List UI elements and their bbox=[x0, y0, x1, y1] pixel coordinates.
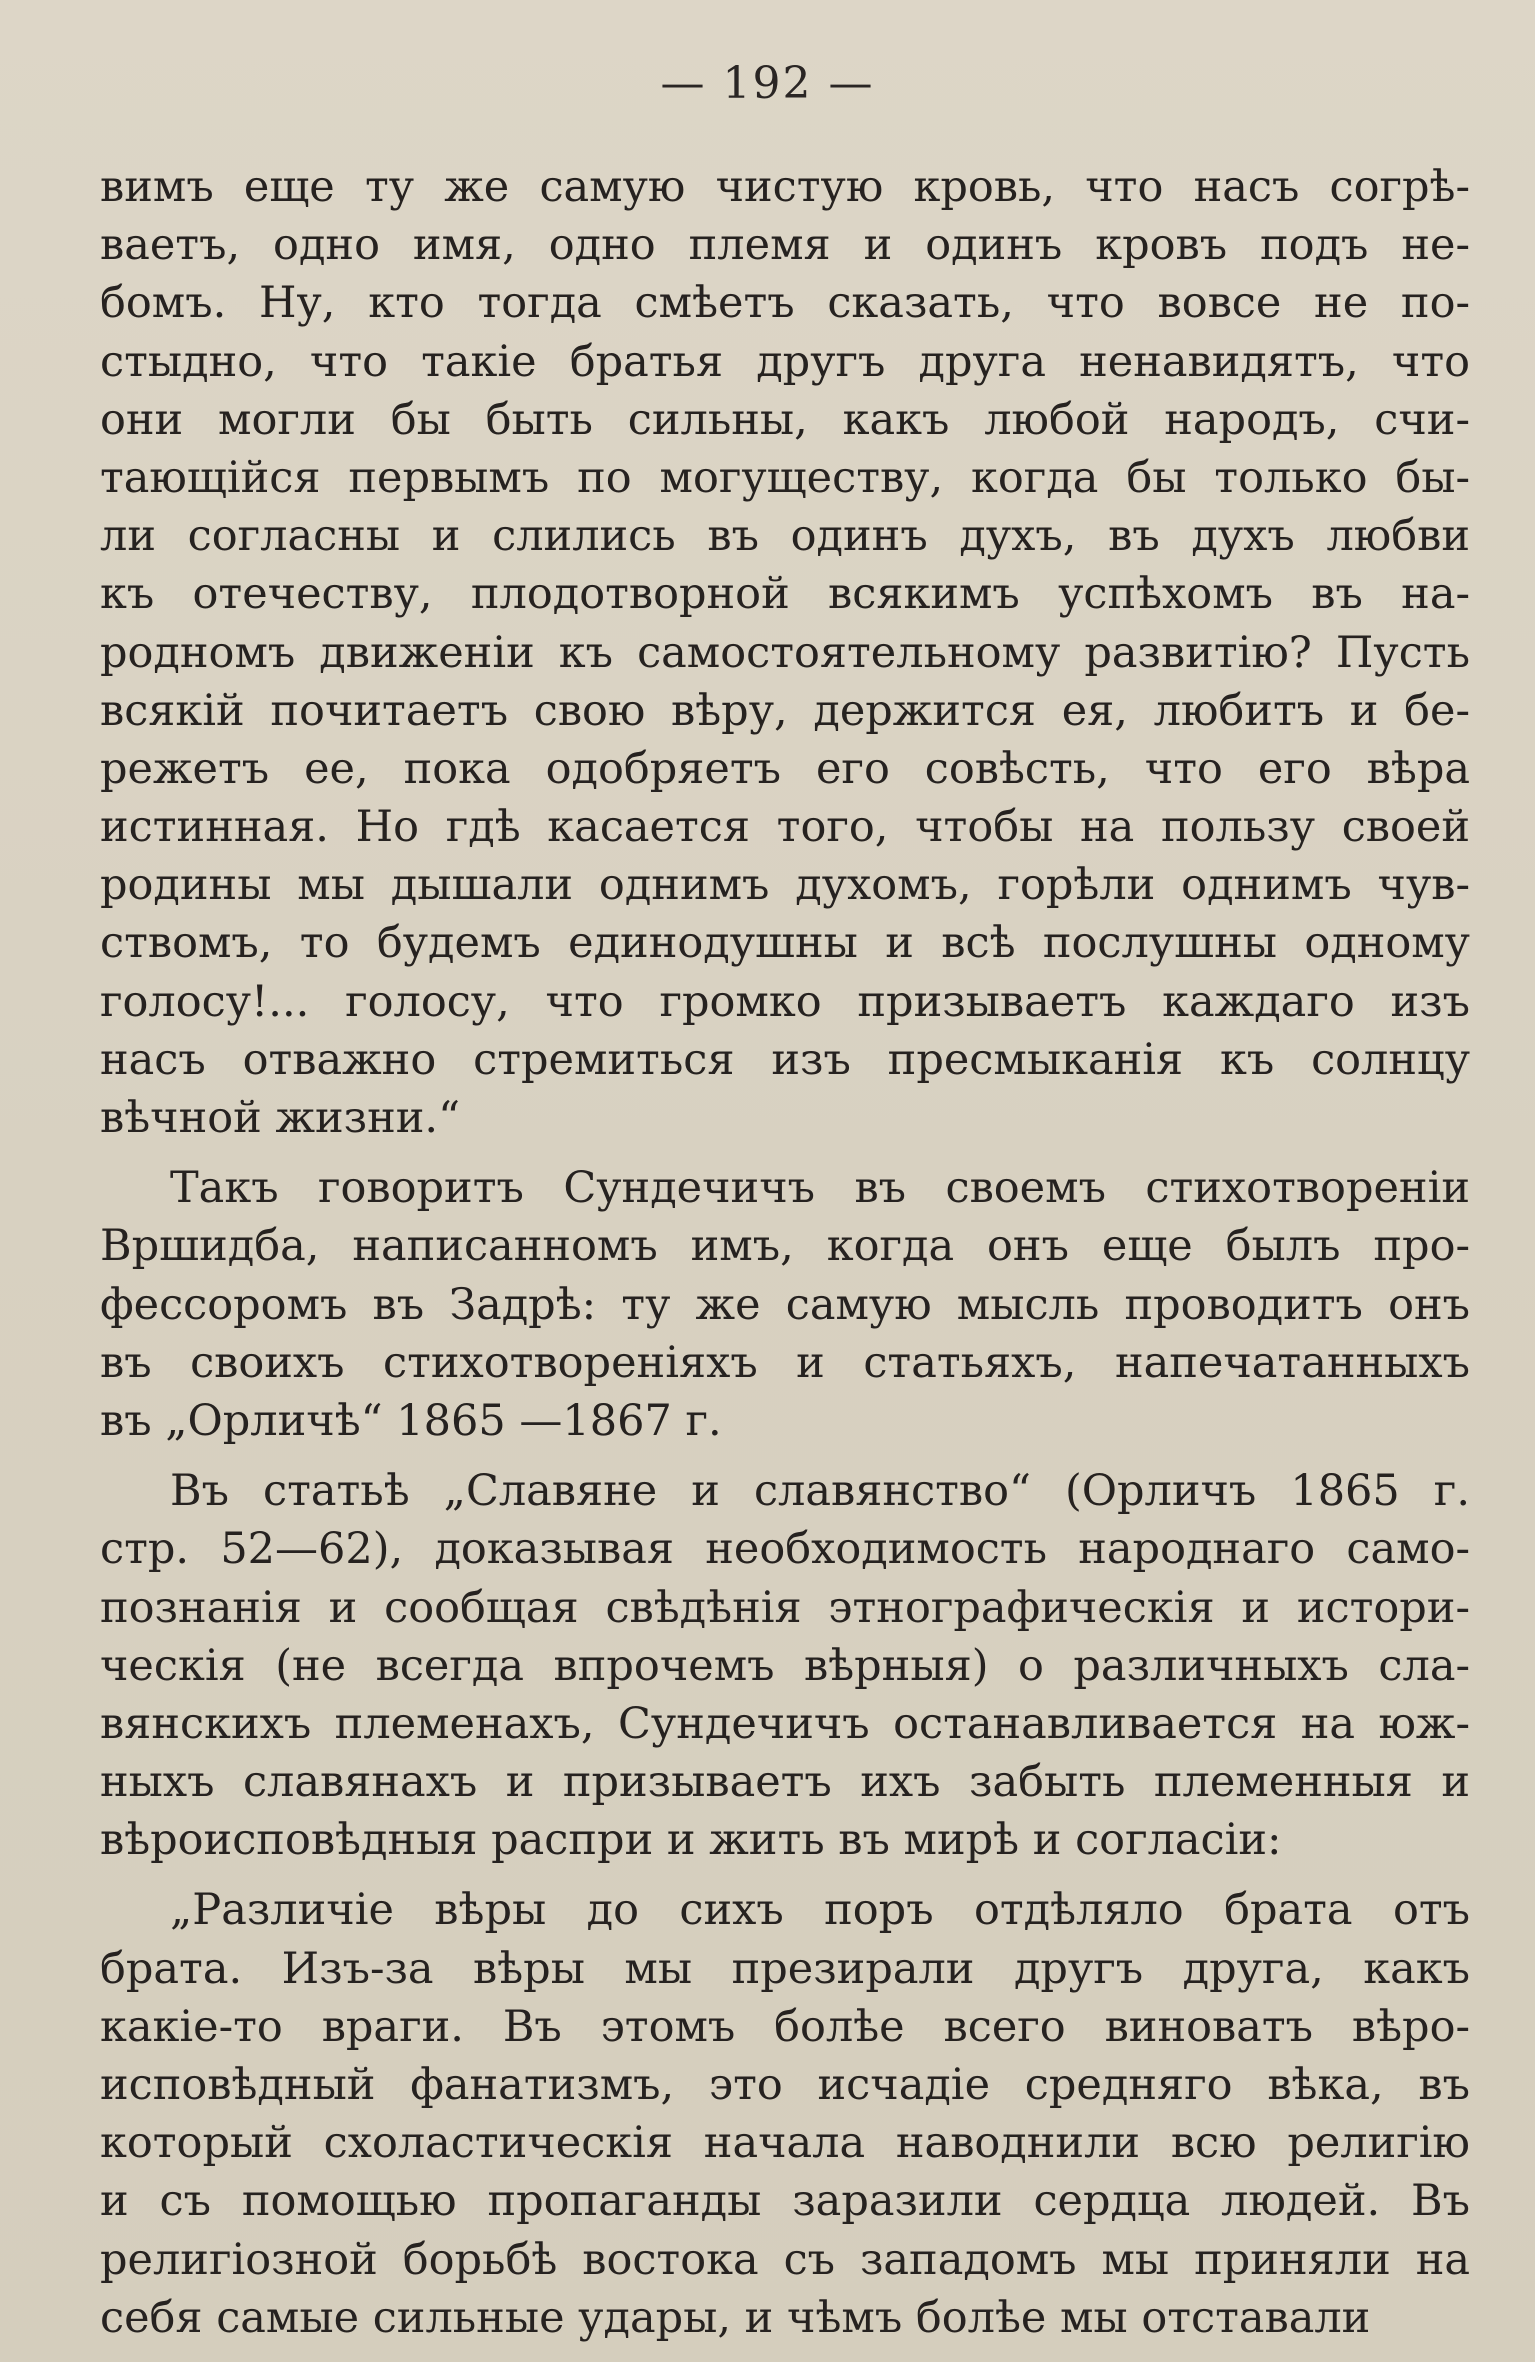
page-number: — 192 — bbox=[660, 58, 875, 109]
text-line: вянскихъ племенахъ, Сундечичъ останавливается на юж- bbox=[100, 1698, 1470, 1749]
text-line: брата. Изъ-за вѣры мы презирали другъ друга, какъ bbox=[100, 1943, 1470, 1994]
text-line: религіозной борьбѣ востока съ западомъ мы приняли на bbox=[100, 2234, 1470, 2285]
text-line: истинная. Но гдѣ касается того, чтобы на пользу своей bbox=[100, 802, 1470, 853]
paragraph-gap bbox=[100, 1147, 1470, 1159]
text-line: Въ статьѣ „Славяне и славянство“ (Орличъ 1865 г. bbox=[170, 1466, 1470, 1517]
paragraph-gap bbox=[100, 1450, 1470, 1462]
text-line: который схоластическія начала наводнили всю религію bbox=[100, 2118, 1470, 2169]
text-line: они могли бы быть сильны, какъ любой народъ, счи- bbox=[100, 394, 1470, 445]
text-line: голосу!... голосу, что громко призываетъ каждаго изъ bbox=[100, 976, 1470, 1027]
text-line: Вршидба, написанномъ имъ, когда онъ еще былъ про- bbox=[100, 1221, 1470, 1272]
text-line: всякій почитаетъ свою вѣру, держится ея, любитъ и бе- bbox=[100, 685, 1470, 736]
text-line: вѣроисповѣдныя распри и жить въ мирѣ и согласіи: bbox=[100, 1815, 1282, 1866]
text-line: ческія (не всегда впрочемъ вѣрныя) о различныхъ сла- bbox=[100, 1640, 1470, 1691]
text-line: въ своихъ стихотвореніяхъ и статьяхъ, напечатанныхъ bbox=[100, 1337, 1470, 1388]
text-line: стр. 52—62), доказывая необходимость народнаго само- bbox=[100, 1524, 1470, 1575]
text-line: ваетъ, одно имя, одно племя и одинъ кровъ подъ не- bbox=[100, 220, 1470, 271]
text-line: себя самые сильные удары, и чѣмъ болѣе мы отставали bbox=[100, 2292, 1371, 2343]
text-line: „Различіе вѣры до сихъ поръ отдѣляло брата отъ bbox=[170, 1885, 1470, 1936]
text-line: ныхъ славянахъ и призываетъ ихъ забыть племенныя и bbox=[100, 1757, 1470, 1808]
text-line: и съ помощью пропаганды заразили сердца людей. Въ bbox=[100, 2176, 1470, 2227]
text-line: Такъ говоритъ Сундечичъ въ своемъ стихотвореніи bbox=[170, 1163, 1470, 1214]
text-line: фессоромъ въ Задрѣ: ту же самую мысль проводитъ онъ bbox=[100, 1279, 1470, 1330]
text-body bbox=[100, 158, 1470, 2347]
text-line: родины мы дышали однимъ духомъ, горѣли однимъ чув- bbox=[100, 860, 1470, 911]
text-line: родномъ движеніи къ самостоятельному развитію? Пусть bbox=[100, 627, 1470, 678]
paragraph-4 bbox=[100, 1881, 1470, 2347]
text-line: тающійся первымъ по могуществу, когда бы только бы- bbox=[100, 452, 1470, 503]
text-line: исповѣдный фанатизмъ, это исчадіе средняго вѣка, въ bbox=[100, 2060, 1470, 2110]
text-line: познанія и сообщая свѣдѣнія этнографическія и истори- bbox=[100, 1582, 1470, 1633]
text-line: въ „Орличѣ“ 1865 —1867 г. bbox=[100, 1395, 722, 1446]
text-line: ли согласны и слились въ одинъ духъ, въ духъ любви bbox=[100, 511, 1470, 562]
text-line: стыдно, что такіе братья другъ друга ненавидятъ, что bbox=[100, 336, 1470, 387]
text-line: къ отечеству, плодотворной всякимъ успѣхомъ въ на- bbox=[100, 569, 1470, 620]
text-line: режетъ ее, пока одобряетъ его совѣсть, что его вѣра bbox=[100, 743, 1470, 794]
paragraph-3 bbox=[100, 1462, 1470, 1869]
text-line: насъ отважно стремиться изъ пресмыканія къ солнцу bbox=[100, 1034, 1470, 1085]
text-line: вѣчной жизни.“ bbox=[100, 1093, 461, 1143]
text-line: какіе-то враги. Въ этомъ болѣе всего виноватъ вѣро- bbox=[100, 2001, 1470, 2052]
paragraph-1 bbox=[100, 158, 1470, 1147]
text-line: вимъ еще ту же самую чистую кровь, что насъ согрѣ- bbox=[100, 162, 1470, 212]
text-line: ствомъ, то будемъ единодушны и всѣ послушны одному bbox=[100, 918, 1470, 969]
paragraph-2 bbox=[100, 1159, 1470, 1450]
paragraph-gap bbox=[100, 1869, 1470, 1881]
text-line: бомъ. Ну, кто тогда смѣетъ сказать, что вовсе не по- bbox=[100, 278, 1470, 329]
